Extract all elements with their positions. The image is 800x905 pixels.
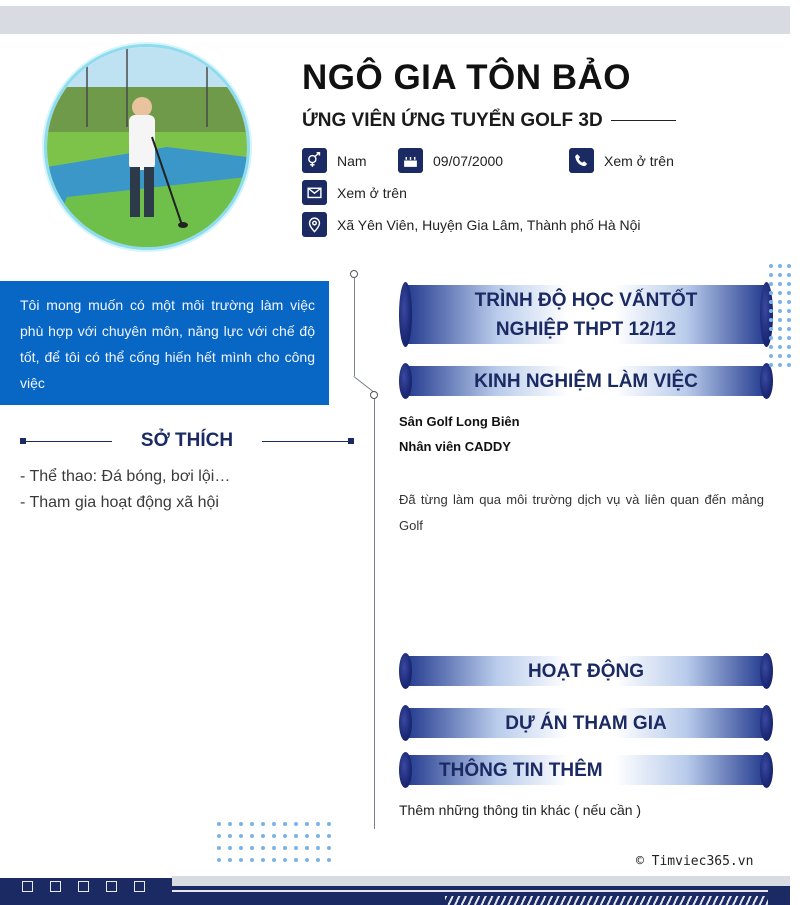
timeline-line xyxy=(353,376,374,393)
experience-position: Nhân viên CADDY xyxy=(399,439,511,454)
education-line1: TRÌNH ĐỘ HỌC VẤNTỐT xyxy=(474,289,698,311)
dot xyxy=(769,300,773,304)
experience-description: Đã từng làm qua môi trường dịch vụ và liên quan đến mảng Golf xyxy=(399,492,764,533)
experience-title: KINH NGHIỆM LÀM VIỆC xyxy=(474,370,698,392)
dot xyxy=(778,345,782,349)
timeline-dot xyxy=(350,270,358,278)
candidate-name: NGÔ GIA TÔN BẢO xyxy=(302,58,631,97)
projects-header xyxy=(399,705,773,741)
dot xyxy=(327,834,331,838)
dot xyxy=(272,834,276,838)
dot xyxy=(316,834,320,838)
hobbies-header xyxy=(20,430,354,456)
dot xyxy=(769,345,773,349)
dot xyxy=(261,858,265,862)
dot xyxy=(228,822,232,826)
address-value: Xã Yên Viên, Huyện Gia Lâm, Thành phố Hà Nội xyxy=(337,216,641,233)
cake-icon xyxy=(398,148,423,173)
dot xyxy=(283,822,287,826)
dot xyxy=(769,354,773,358)
dot xyxy=(294,834,298,838)
dot xyxy=(228,858,232,862)
activities-header xyxy=(399,653,773,689)
dot xyxy=(769,273,773,277)
timeline-line xyxy=(374,397,375,829)
footer-rule xyxy=(172,890,768,892)
top-bar xyxy=(0,6,790,34)
experience-header xyxy=(399,363,773,399)
dot xyxy=(217,822,221,826)
mail-icon xyxy=(302,180,327,205)
dot xyxy=(778,291,782,295)
square-icon xyxy=(106,881,117,892)
decorative-dots xyxy=(217,822,331,862)
dot xyxy=(778,363,782,367)
dot xyxy=(778,327,782,331)
dot xyxy=(787,363,791,367)
dot xyxy=(778,309,782,313)
dot xyxy=(787,273,791,277)
dot xyxy=(778,282,782,286)
dot xyxy=(787,327,791,331)
hobby-item: - Thể thao: Đá bóng, bơi lội… xyxy=(20,468,231,485)
dot xyxy=(787,291,791,295)
dot xyxy=(769,309,773,313)
extra-info-text: Thêm những thông tin khác ( nếu cần ) xyxy=(399,802,642,818)
dot xyxy=(769,318,773,322)
dot xyxy=(228,846,232,850)
dot xyxy=(305,834,309,838)
dot xyxy=(787,336,791,340)
dot xyxy=(316,822,320,826)
extra-info-title: THÔNG TIN THÊM xyxy=(439,759,603,781)
dot xyxy=(239,846,243,850)
dot xyxy=(778,354,782,358)
dot xyxy=(250,834,254,838)
dot xyxy=(250,858,254,862)
job-title: ỨNG VIÊN ỨNG TUYỂN GOLF 3D xyxy=(302,110,603,131)
square-icon xyxy=(134,881,145,892)
avatar xyxy=(44,44,250,250)
birthday-value: 09/07/2000 xyxy=(433,152,504,169)
dot xyxy=(228,834,232,838)
phone-icon xyxy=(569,148,594,173)
dot xyxy=(787,354,791,358)
decorative-dots xyxy=(769,264,791,367)
footer-stripe xyxy=(172,876,790,886)
location-pin-icon xyxy=(302,212,327,237)
dot xyxy=(217,834,221,838)
dot xyxy=(787,318,791,322)
phone-row xyxy=(569,148,674,173)
education-header xyxy=(399,282,773,347)
dot xyxy=(294,858,298,862)
dot xyxy=(217,846,221,850)
dot xyxy=(261,834,265,838)
hobby-item: - Tham gia hoạt động xã hội xyxy=(20,494,219,511)
dot xyxy=(769,291,773,295)
dot xyxy=(217,858,221,862)
square-icon xyxy=(50,881,61,892)
dot xyxy=(769,363,773,367)
dot xyxy=(787,345,791,349)
dot xyxy=(778,300,782,304)
phone-value: Xem ở trên xyxy=(604,152,674,169)
gender-icon xyxy=(302,148,327,173)
dot xyxy=(787,309,791,313)
dot xyxy=(239,822,243,826)
footer-hatch xyxy=(445,896,768,905)
footer-squares xyxy=(22,881,145,892)
dot xyxy=(261,822,265,826)
dot xyxy=(327,858,331,862)
dot xyxy=(250,822,254,826)
gender-value: Nam xyxy=(337,152,367,169)
square-icon xyxy=(22,881,33,892)
dot xyxy=(239,858,243,862)
dot xyxy=(294,822,298,826)
gender-row xyxy=(302,148,367,173)
dot xyxy=(769,336,773,340)
dot xyxy=(787,264,791,268)
projects-title: DỰ ÁN THAM GIA xyxy=(505,712,667,734)
timeline-dot xyxy=(370,391,378,399)
experience-company: Sân Golf Long Biên xyxy=(399,414,520,429)
hobbies-title: SỞ THÍCH xyxy=(140,430,234,451)
career-objective: Tôi mong muốn có một môi trường làm việc phù hợp với chuyên môn, năng lực với chế độ tốt, để tôi có thể cống hiến hết mình cho công việc xyxy=(0,281,329,405)
dot xyxy=(769,264,773,268)
copyright: © Timviec365.vn xyxy=(636,854,754,869)
dot xyxy=(778,318,782,322)
education-title xyxy=(399,282,773,347)
dot xyxy=(769,327,773,331)
dot xyxy=(261,846,265,850)
dot xyxy=(787,300,791,304)
dot xyxy=(239,834,243,838)
address-row xyxy=(302,212,641,237)
dot xyxy=(305,846,309,850)
dot xyxy=(272,822,276,826)
dot xyxy=(316,846,320,850)
square-icon xyxy=(78,881,89,892)
activities-title: HOẠT ĐỘNG xyxy=(527,660,645,682)
dot xyxy=(778,336,782,340)
dot xyxy=(327,822,331,826)
education-line2: NGHIỆP THPT 12/12 xyxy=(495,318,677,340)
dot xyxy=(769,282,773,286)
dot xyxy=(283,834,287,838)
dot xyxy=(305,822,309,826)
timeline-line xyxy=(354,278,355,376)
birthday-row xyxy=(398,148,503,173)
dot xyxy=(778,264,782,268)
dot xyxy=(787,282,791,286)
dot xyxy=(316,858,320,862)
dot xyxy=(250,846,254,850)
dot xyxy=(283,846,287,850)
dot xyxy=(283,858,287,862)
job-title-divider xyxy=(611,120,676,121)
email-value: Xem ở trên xyxy=(337,184,407,201)
email-row xyxy=(302,180,407,205)
extra-info-header xyxy=(399,752,773,788)
dot xyxy=(272,846,276,850)
dot xyxy=(327,846,331,850)
dot xyxy=(294,846,298,850)
dot xyxy=(272,858,276,862)
dot xyxy=(305,858,309,862)
dot xyxy=(778,273,782,277)
